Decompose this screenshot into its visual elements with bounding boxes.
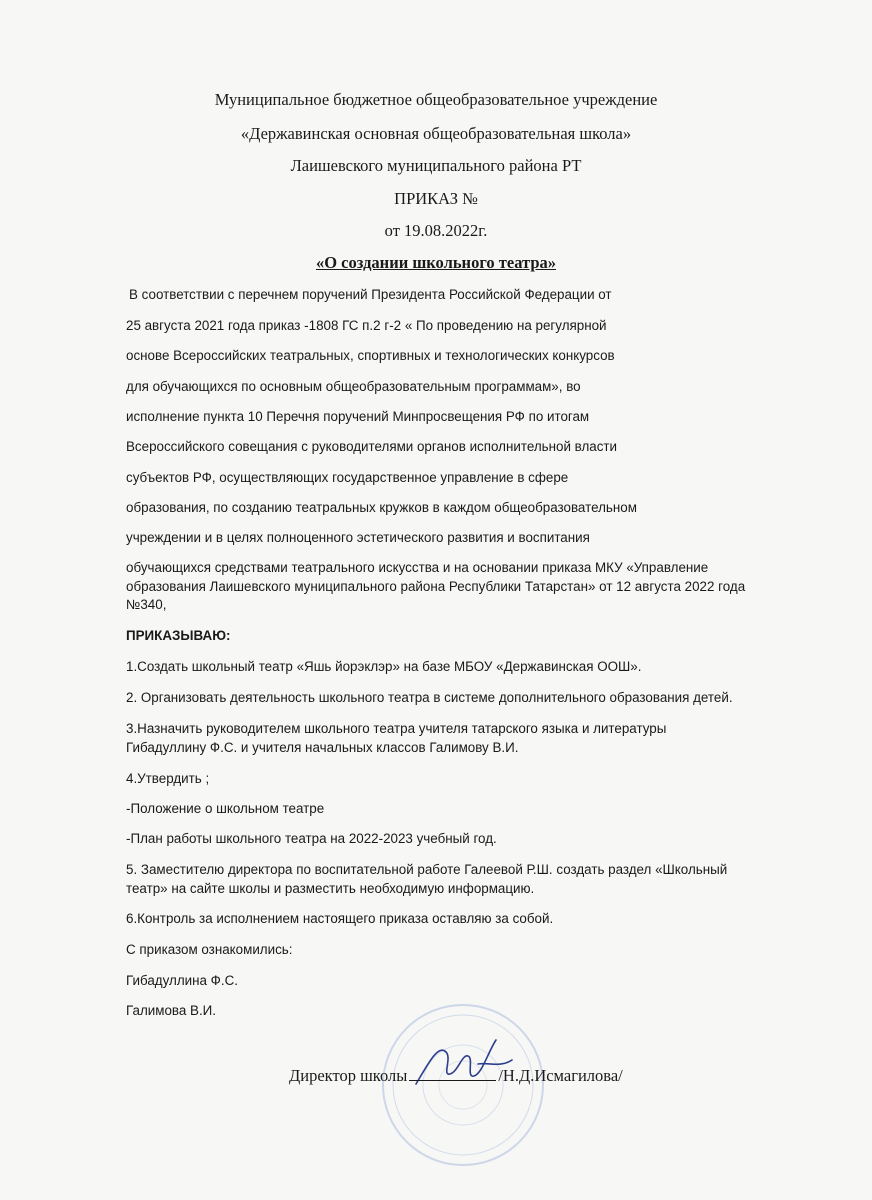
document-title: «О создании школьного театра»: [315, 253, 557, 272]
acknowledged-label: С приказом ознакомились:: [126, 942, 293, 957]
preamble-line: для обучающихся по основным общеобразовательным программам», во: [126, 379, 581, 394]
order-item: 4.Утвердить ;: [126, 771, 210, 786]
institution-name: Муниципальное бюджетное общеобразовательное учреждение: [214, 90, 658, 109]
order-item: Гибадуллину Ф.С. и учителя начальных классов Галимову В.И.: [126, 740, 519, 755]
preamble-line: обучающихся средствами театрального искусства и на основании приказа МКУ «Управление: [126, 560, 709, 575]
preamble-line: В соответствии с перечнем поручений Президента Российской Федерации от: [129, 287, 612, 302]
director-signature-line: [289, 1066, 623, 1086]
order-item: театр» на сайте школы и разместить необходимую информацию.: [126, 881, 535, 896]
order-item: 1.Создать школьный театр «Яшь йорэклэр» на базе МБОУ «Державинская ООШ».: [126, 659, 642, 674]
preamble-line: №340,: [126, 597, 167, 612]
preamble-line: основе Всероссийских театральных, спортивных и технологических конкурсов: [126, 348, 615, 363]
director-position: Директор школы: [289, 1066, 408, 1085]
director-name: /Н.Д.Исмагилова/: [498, 1066, 623, 1085]
acknowledged-name: Галимова В.И.: [126, 1003, 217, 1018]
preamble-line: субъектов РФ, осуществляющих государственное управление в сфере: [126, 470, 569, 485]
order-item: 3.Назначить руководителем школьного театра учителя татарского языка и литературы: [126, 721, 667, 736]
order-item: 6.Контроль за исполнением настоящего приказа оставляю за собой.: [126, 911, 554, 926]
order-item: -Положение о школьном театре: [126, 801, 325, 816]
order-date: от 19.08.2022г.: [384, 221, 488, 240]
order-number: ПРИКАЗ №: [394, 189, 478, 208]
order-item: 2. Организовать деятельность школьного театра в системе дополнительного образования детей.: [126, 690, 733, 705]
preamble-line: 25 августа 2021 года приказ -1808 ГС п.2 г-2 « По проведению на регулярной: [126, 318, 607, 333]
preamble-line: исполнение пункта 10 Перечня поручений Минпросвещения РФ по итогам: [126, 409, 590, 424]
district-name: Лаишевского муниципального района РТ: [290, 156, 582, 175]
order-item: -План работы школьного театра на 2022-2023 учебный год.: [126, 831, 497, 846]
order-heading: ПРИКАЗЫВАЮ:: [126, 628, 231, 643]
preamble-line: образования, по созданию театральных кружков в каждом общеобразовательном: [126, 500, 637, 515]
order-item: 5. Заместителю директора по воспитательной работе Галеевой Р.Ш. создать раздел «Школьный: [126, 862, 728, 877]
school-name: «Державинская основная общеобразовательная школа»: [240, 124, 632, 143]
acknowledged-name: Гибадуллина Ф.С.: [126, 973, 238, 988]
preamble-line: Всероссийского совещания с руководителями органов исполнительной власти: [126, 439, 618, 454]
signature-underline: [409, 1066, 496, 1081]
preamble-line: образования Лаишевского муниципального района Республики Татарстан» от 12 августа 2022 года: [126, 579, 746, 594]
preamble-line: учреждении и в целях полноценного эстетического развития и воспитания: [126, 530, 590, 545]
